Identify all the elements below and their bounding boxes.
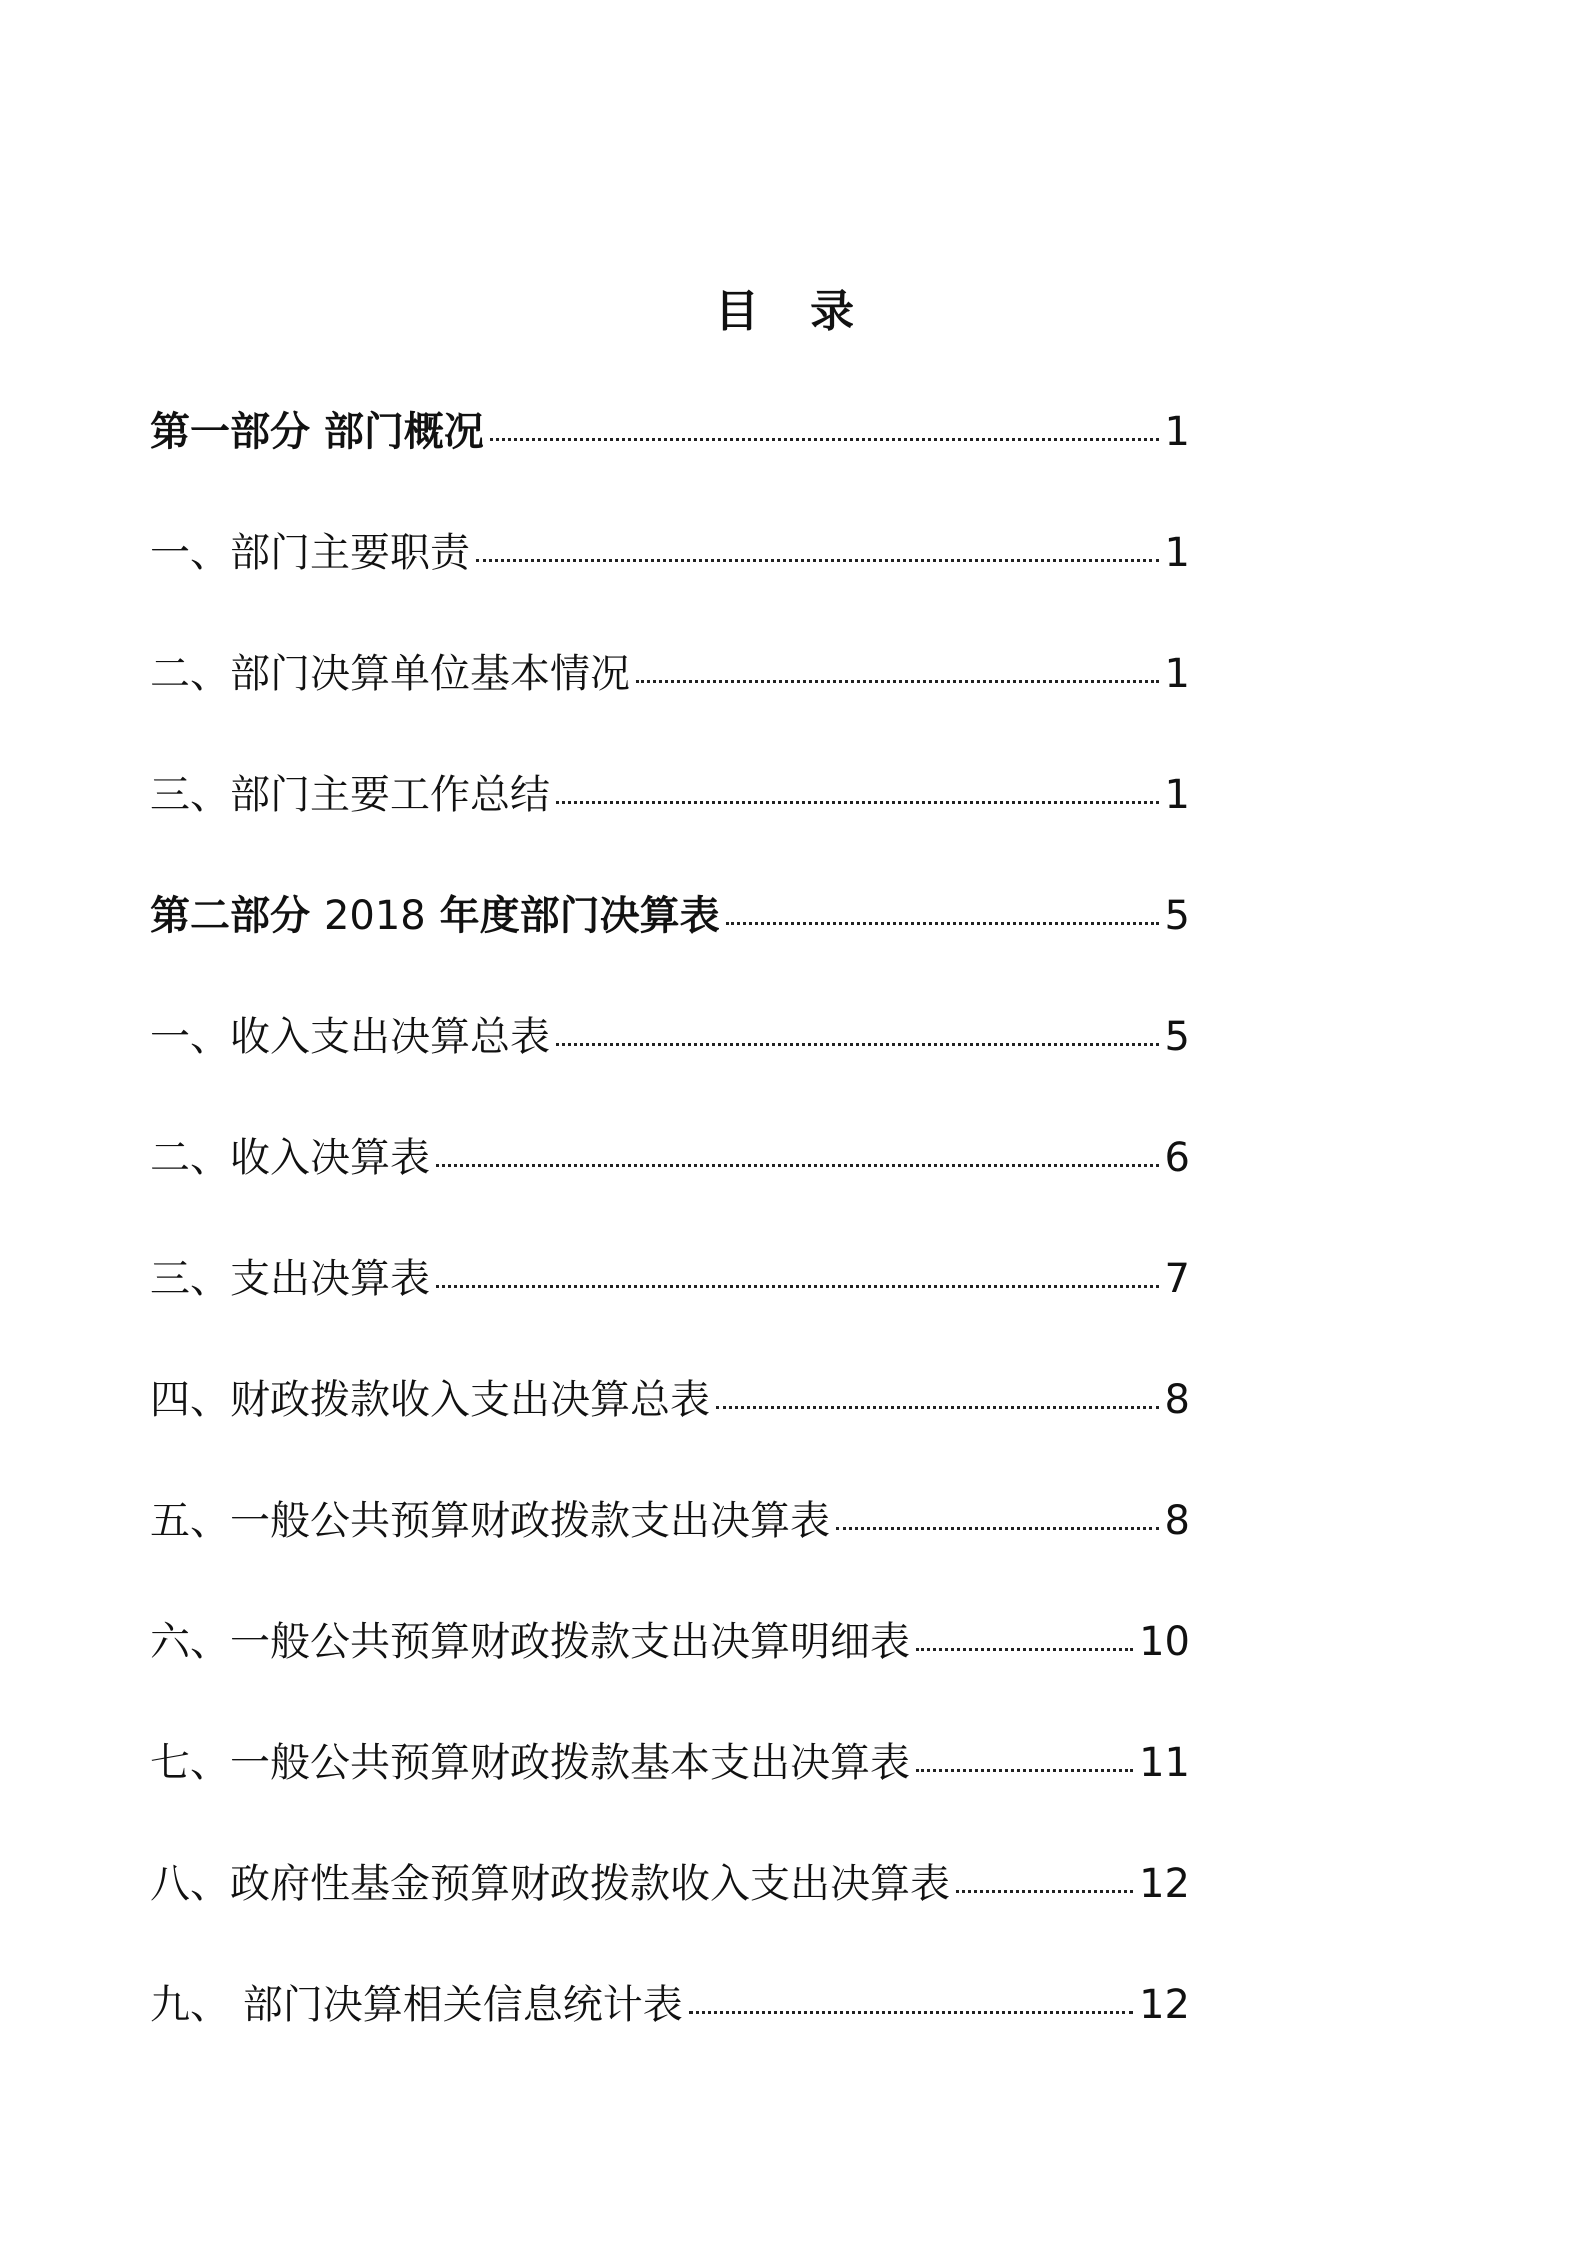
toc-entry-label: 八、政府性基金预算财政拨款收入支出决算表 [150,1861,950,1907]
dot-leader [636,680,1159,683]
toc-entry-label: 一、收入支出决算总表 [150,1014,550,1060]
dot-leader [916,1769,1133,1772]
toc-label-prefix: 第二部分 [150,893,324,939]
toc-entry-page: 12 [1139,1861,1190,1907]
toc-entry-page: 1 [1164,772,1190,818]
toc-entry-label: 四、财政拨款收入支出决算总表 [150,1377,710,1423]
toc-entry-label: 三、部门主要工作总结 [150,772,550,818]
toc-entry-part-1[interactable] [150,402,1190,523]
dot-leader [716,1406,1159,1409]
toc-entry-page: 7 [1164,1256,1190,1302]
toc-entry[interactable] [150,1854,1190,1975]
toc-label-suffix: 年度部门决算表 [425,893,720,939]
toc-entry-page: 1 [1164,530,1190,576]
page-title: 目 录 [714,286,873,337]
toc-entry-page: 5 [1164,1014,1190,1060]
toc-entry-label: 一、部门主要职责 [150,530,470,576]
toc-entry-label: 七、一般公共预算财政拨款基本支出决算表 [150,1740,910,1786]
toc-entry[interactable] [150,1733,1190,1854]
dot-leader [436,1164,1159,1167]
dot-leader [490,438,1159,441]
toc-entry-page: 11 [1139,1740,1190,1786]
toc-entry[interactable] [150,523,1190,644]
dot-leader [556,801,1159,804]
dot-leader [916,1648,1133,1651]
toc-entry[interactable] [150,1007,1190,1128]
table-of-contents [150,402,1190,2096]
toc-entry[interactable] [150,1370,1190,1491]
toc-entry[interactable] [150,1128,1190,1249]
toc-entry-label: 五、一般公共预算财政拨款支出决算表 [150,1498,830,1544]
toc-entry-page: 5 [1164,893,1190,939]
toc-entry-page: 1 [1164,409,1190,455]
toc-entry-page: 1 [1164,651,1190,697]
toc-entry-label: 三、支出决算表 [150,1256,430,1302]
dot-leader [556,1043,1159,1046]
toc-entry[interactable] [150,1612,1190,1733]
dot-leader [836,1527,1159,1530]
toc-entry[interactable] [150,765,1190,886]
dot-leader [726,922,1159,925]
toc-entry-page: 8 [1164,1377,1190,1423]
toc-entry-page: 6 [1164,1135,1190,1181]
toc-entry-page: 12 [1139,1982,1190,2028]
dot-leader [956,1890,1133,1893]
toc-label-year: 2018 [323,893,426,939]
toc-entry-label [150,886,720,946]
toc-entry[interactable] [150,644,1190,765]
toc-entry-label: 九、 部门决算相关信息统计表 [150,1982,683,2028]
toc-entry-label: 二、收入决算表 [150,1135,430,1181]
dot-leader [436,1285,1159,1288]
dot-leader [689,2011,1133,2014]
toc-entry[interactable] [150,1491,1190,1612]
toc-entry-label: 二、部门决算单位基本情况 [150,651,630,697]
dot-leader [476,559,1159,562]
toc-entry[interactable] [150,1975,1190,2096]
toc-entry-label: 第一部分 部门概况 [150,409,484,455]
toc-entry-page: 10 [1139,1619,1190,1665]
toc-entry[interactable] [150,1249,1190,1370]
toc-entry-part-2[interactable] [150,886,1190,1007]
toc-entry-label: 六、一般公共预算财政拨款支出决算明细表 [150,1619,910,1665]
toc-entry-page: 8 [1164,1498,1190,1544]
